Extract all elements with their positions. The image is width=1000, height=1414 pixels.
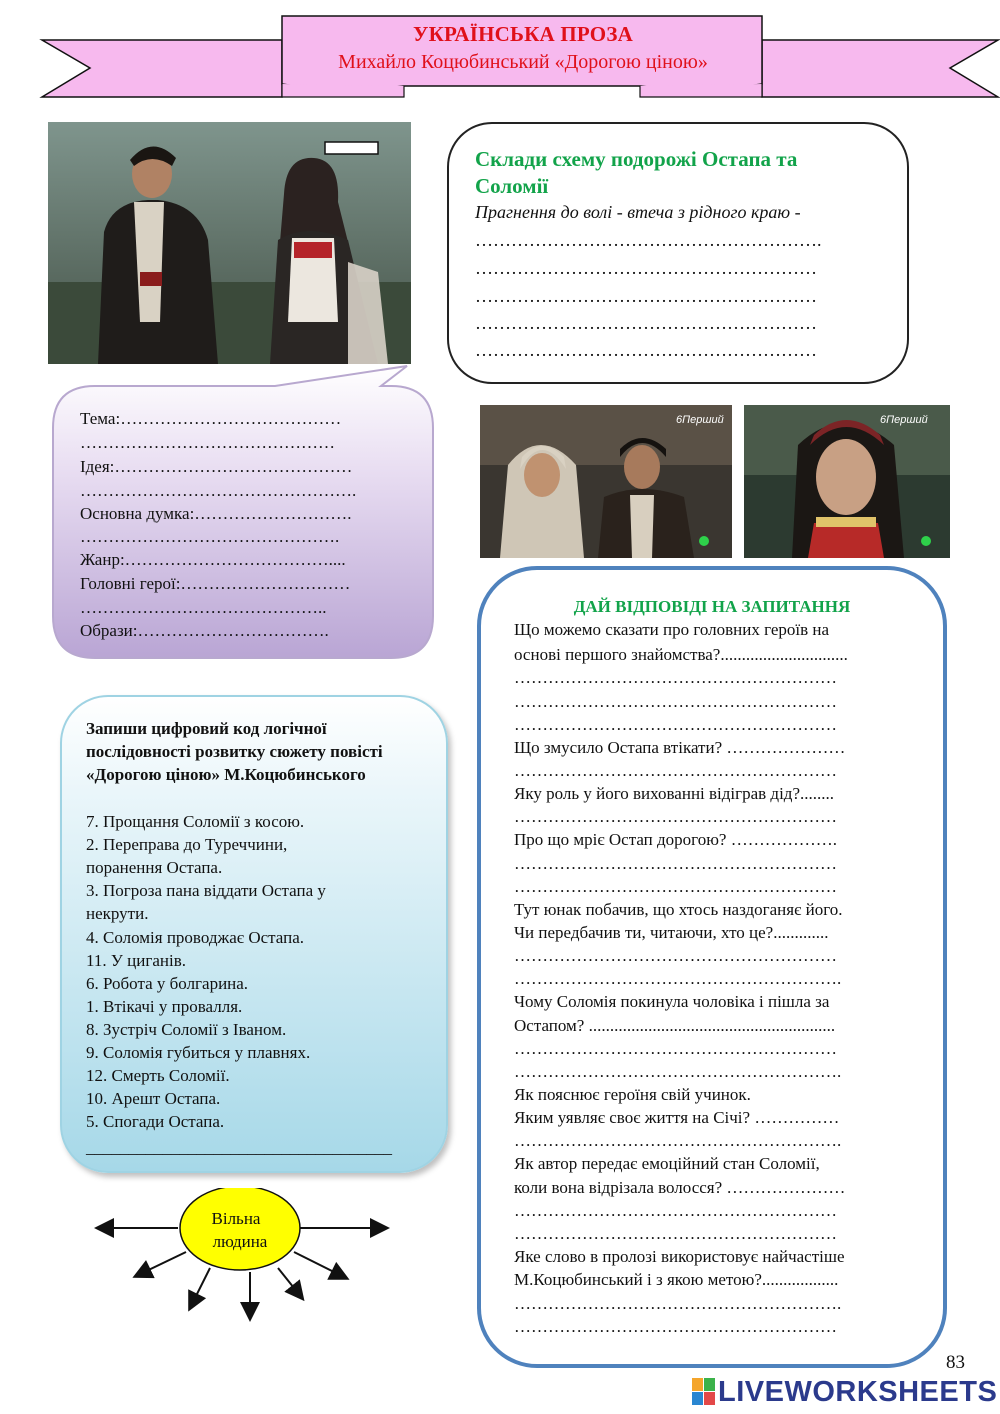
journey-scheme-box	[447, 122, 909, 384]
answer-line[interactable]: …………………………………………………	[514, 1201, 837, 1220]
liveworksheets-logo-icon	[692, 1378, 716, 1406]
page-number: 83	[946, 1352, 965, 1373]
answer-line[interactable]: ………………………………………………….	[514, 969, 842, 988]
question-line[interactable]: Яку роль у його вихованні відіграв дід?........	[514, 784, 834, 803]
questions-title: ДАЙ ВІДПОВІДІ НА ЗАПИТАННЯ	[573, 597, 851, 616]
sequence-item: 8. Зустріч Соломії з Іваном.	[86, 1020, 287, 1039]
sequence-item: 6. Робота у болгарина.	[86, 974, 249, 993]
question-line: Яке слово в пролозі використовує найчастіше	[514, 1247, 845, 1266]
question-line[interactable]: коли вона відрізала волосся? …………………	[514, 1178, 846, 1197]
free-person-diagram	[90, 1188, 400, 1328]
sequence-item: 2. Переправа до Туреччини,	[86, 835, 288, 854]
banner-title: УКРАЇНСЬКА ПРОЗА	[413, 22, 633, 46]
scheme-answer-line[interactable]: …………………………………………………	[475, 313, 817, 333]
answer-line[interactable]: …………………………………………………	[514, 1039, 837, 1058]
idea-line[interactable]: Ідея:……………………………………	[80, 457, 353, 476]
liveworksheets-brand: LIVEWORKSHEETS	[718, 1376, 998, 1408]
free-person-oval	[180, 1188, 300, 1270]
sequence-item: 4. Соломія проводжає Остапа.	[86, 928, 305, 947]
heroes-line[interactable]: ……………………………………..	[80, 598, 327, 617]
question-line[interactable]: Остапом? ..........................................................	[514, 1016, 836, 1035]
images-line[interactable]: Образи:…………………………….	[80, 621, 329, 640]
heroes-line[interactable]: Головні герої:…………………………	[80, 574, 351, 593]
sequence-answer-line[interactable]: ____________________________________	[86, 1138, 392, 1157]
scheme-answer-line[interactable]: …………………………………………………	[475, 258, 817, 278]
photo-solomiia-ostap	[480, 405, 732, 558]
answer-line[interactable]: …………………………………………………	[514, 1317, 837, 1336]
sequence-item: поранення Остапа.	[86, 858, 223, 877]
scheme-prompt: Прагнення до волі - втеча з рідного краю -	[475, 202, 801, 222]
sequence-item: 7. Прощання Соломії з косою.	[86, 812, 305, 831]
theme-line[interactable]: ………………………………………	[80, 433, 335, 452]
question-line[interactable]: Чи передбачив ти, читаючи, хто це?.............	[514, 923, 829, 942]
scheme-answer-line[interactable]: …………………………………………………	[475, 340, 817, 360]
answer-line[interactable]: …………………………………………………	[514, 715, 837, 734]
main-thought-line[interactable]: Основна думка:……………………….	[80, 504, 352, 523]
theme-line[interactable]: Тема:…………………………………	[80, 409, 342, 428]
free-person-label: людина	[212, 1232, 268, 1251]
question-line[interactable]: основі першого знайомства?..............................	[514, 645, 848, 664]
free-person-label: Вільна	[211, 1209, 261, 1228]
sequence-title: Запиши цифровий код логічної послідовності розвитку сюжету повісті «Дорогою ціною» М.Коцюбинського	[86, 719, 383, 784]
idea-line[interactable]: ………………………………………….	[80, 481, 357, 500]
answer-line[interactable]: ………………………………………………….	[514, 1131, 842, 1150]
question-line[interactable]: Що змусило Остапа втікати? …………………	[514, 738, 846, 757]
answer-line[interactable]: …………………………………………………	[514, 854, 837, 873]
sequence-item: 3. Погроза пана віддати Остапа у	[86, 881, 326, 900]
sequence-item: 5. Спогади Остапа.	[86, 1112, 225, 1131]
sequence-item: 1. Втікачі у провалля.	[86, 997, 243, 1016]
genre-line[interactable]: Жанр:………………………………....	[80, 550, 346, 569]
photo-solomiia-portrait	[744, 405, 950, 558]
answer-line[interactable]: …………………………………………………	[514, 692, 837, 711]
sequence-item: некрути.	[86, 904, 149, 923]
question-line: Як автор передає емоційний стан Соломії,	[514, 1154, 820, 1173]
question-line: Тут юнак побачив, що хтось наздоганяє його.	[514, 900, 843, 919]
scheme-answer-line[interactable]: …………………………………………………	[475, 286, 817, 306]
green-dot-icon	[699, 536, 709, 546]
question-line[interactable]: М.Коцюбинський і з якою метою?..................	[514, 1270, 839, 1289]
answer-line[interactable]: …………………………………………………	[514, 668, 837, 687]
sequence-item: 12. Смерть Соломії.	[86, 1066, 230, 1085]
answer-line[interactable]: ………………………………………………….	[514, 1062, 842, 1081]
question-line[interactable]: Яким уявляє своє життя на Січі? ……………	[514, 1108, 840, 1127]
answer-line[interactable]: …………………………………………………	[514, 807, 837, 826]
question-line: Як пояснює героїня свій учинок.	[514, 1085, 751, 1104]
question-line[interactable]: Про що мріє Остап дорогою? ……………….	[514, 830, 837, 849]
sequence-item: 11. У циганів.	[86, 951, 186, 970]
sequence-item: 10. Арешт Остапа.	[86, 1089, 221, 1108]
answer-line[interactable]: …………………………………………………	[514, 761, 837, 780]
banner-subtitle: Михайло Коцюбинський «Дорогою ціною»	[338, 51, 708, 73]
answer-line[interactable]: …………………………………………………	[514, 946, 837, 965]
scheme-answer-line[interactable]: ………………………………………………….	[475, 230, 822, 250]
answer-line[interactable]: …………………………………………………	[514, 1224, 837, 1243]
question-line: Що можемо сказати про головних героїв на	[514, 620, 830, 639]
answer-line[interactable]: …………………………………………………	[514, 877, 837, 896]
scheme-title: Склади схему подорожі Остапа та Соломії	[475, 147, 798, 198]
tv-logo: 6Перший	[880, 414, 928, 426]
answer-line[interactable]: ………………………………………………….	[514, 1294, 842, 1313]
green-dot-icon	[921, 536, 931, 546]
main-photo	[48, 122, 411, 364]
main-thought-line[interactable]: ……………………………………….	[80, 527, 340, 546]
sequence-item: 9. Соломія губиться у плавнях.	[86, 1043, 311, 1062]
tv-logo: 6Перший	[676, 414, 724, 426]
question-line: Чому Соломія покинула чоловіка і пішла за	[514, 992, 830, 1011]
